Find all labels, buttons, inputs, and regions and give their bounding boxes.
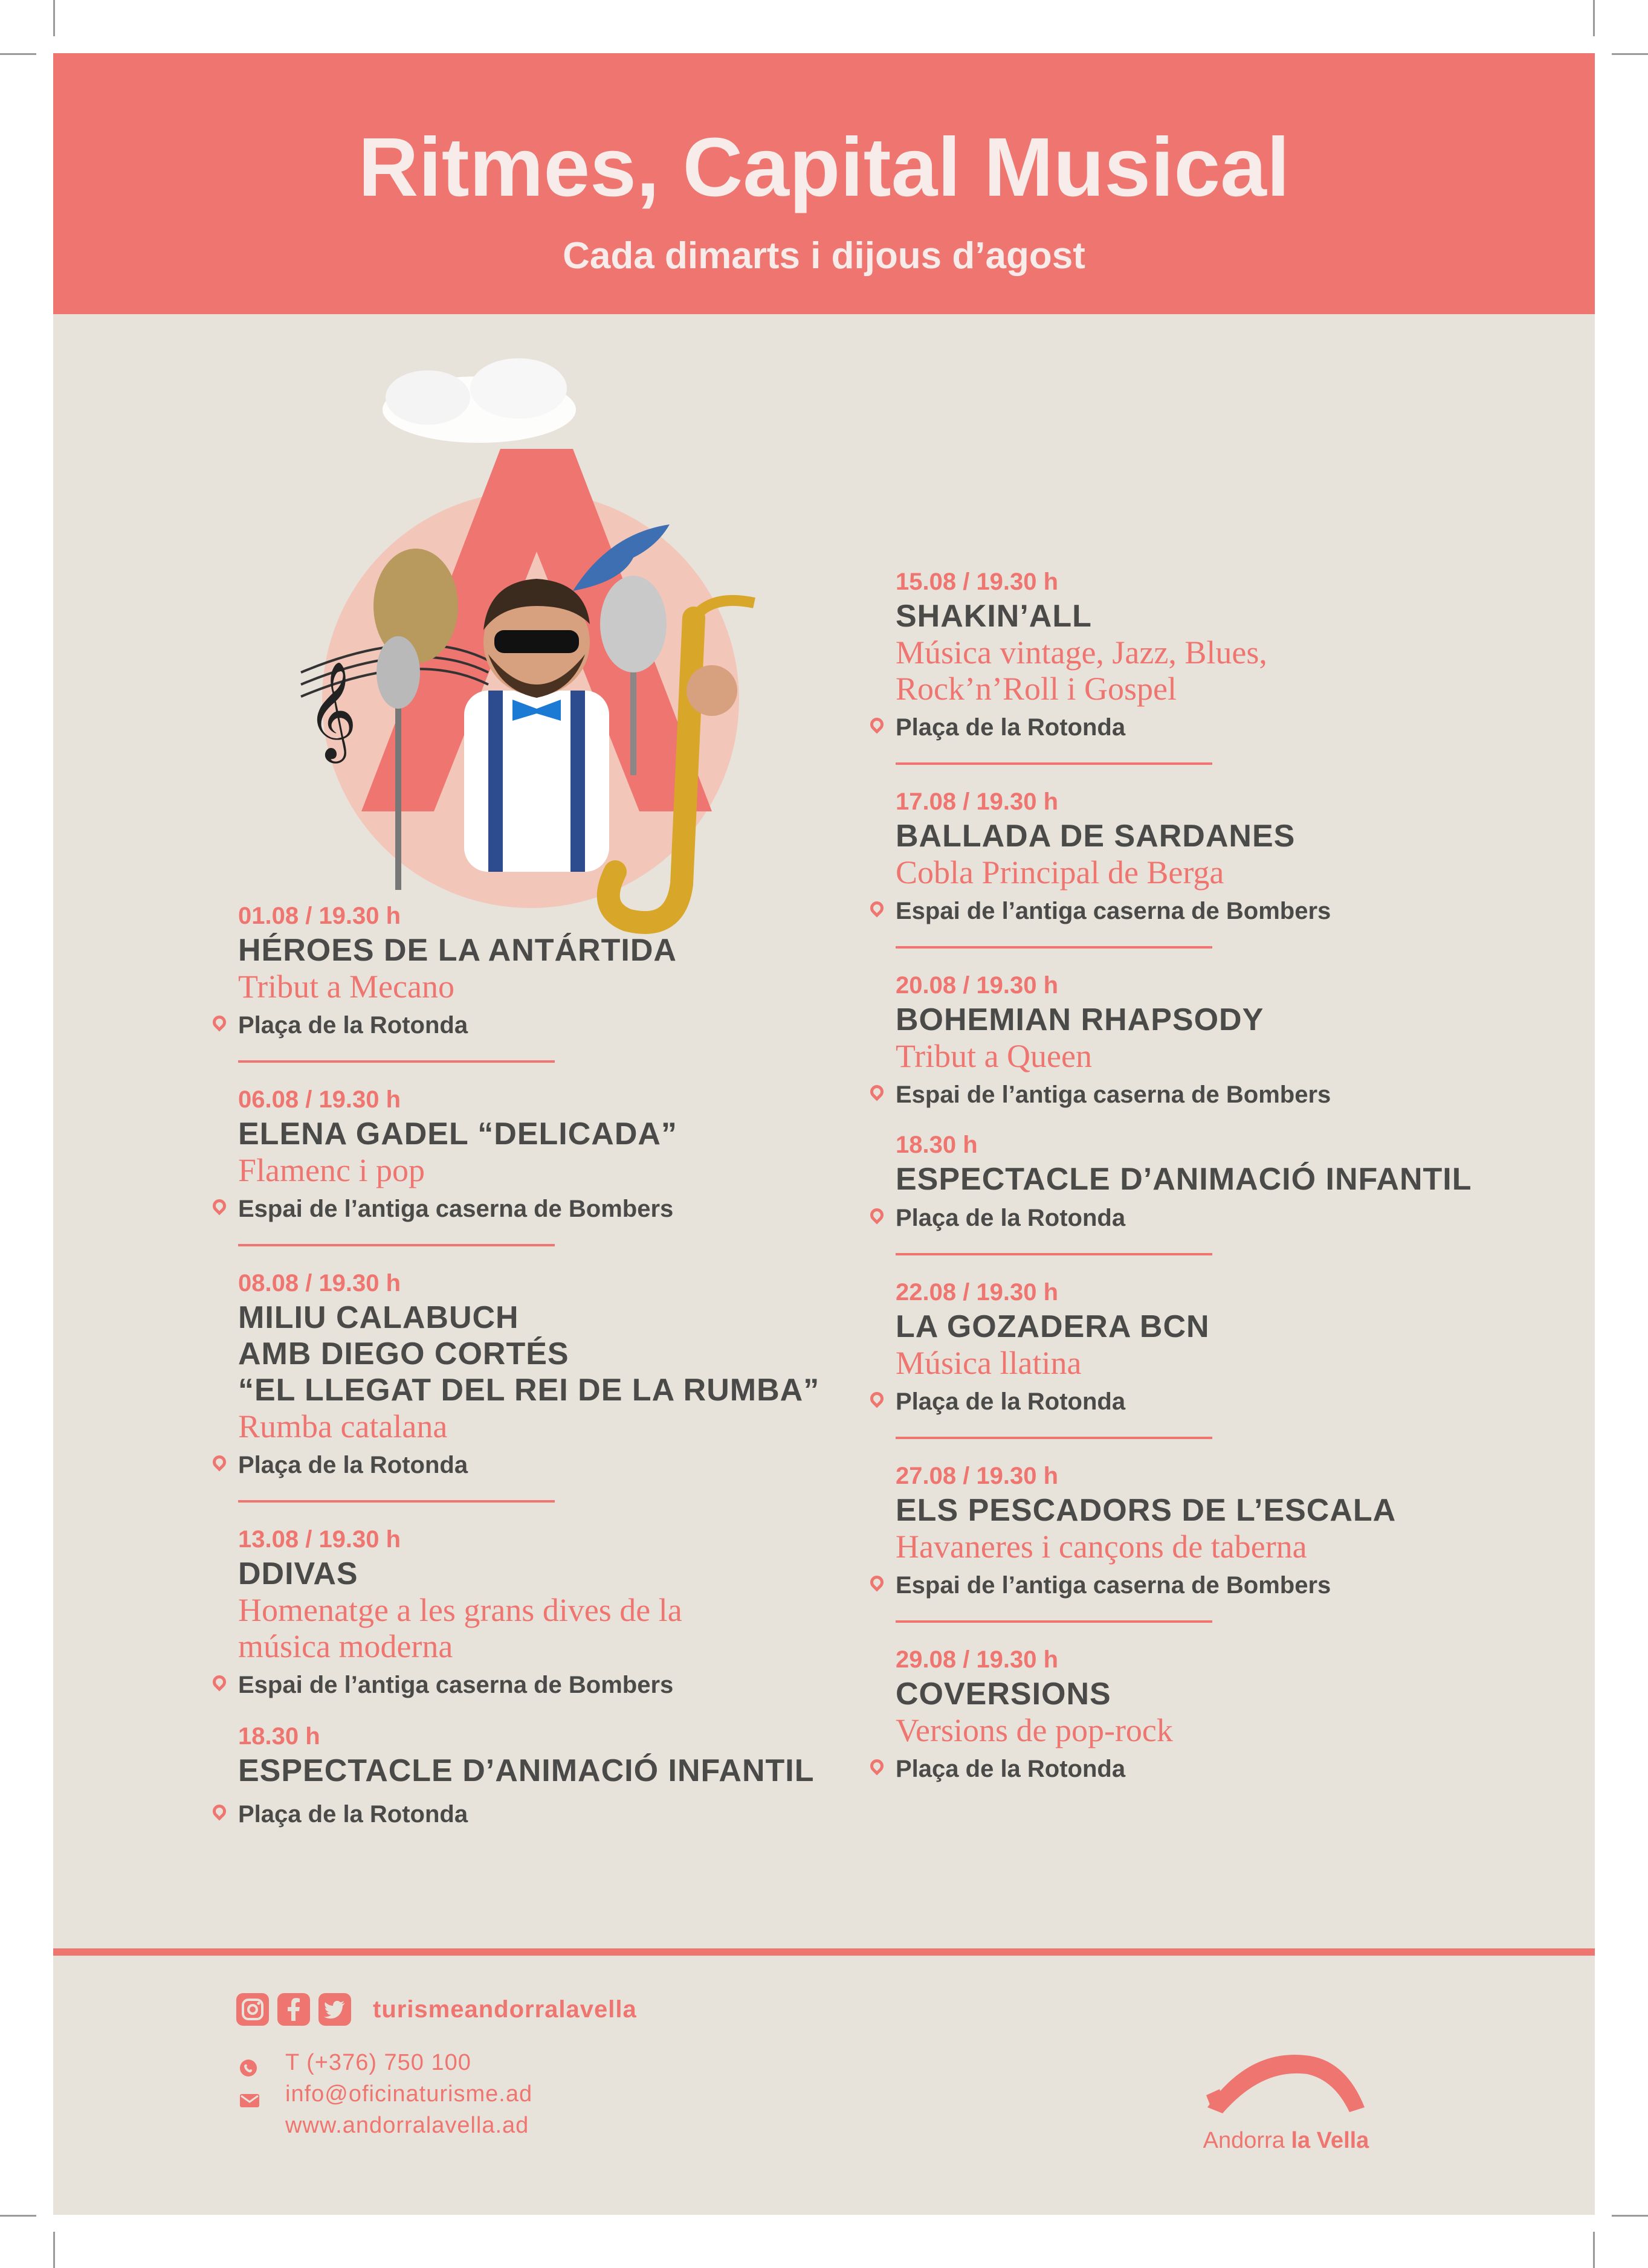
hand [687,665,737,716]
event-date: 29.08 / 19.30 h [896,1646,1059,1673]
divider [896,1437,1212,1439]
event-genre [238,968,897,1005]
crop-mark [0,53,36,55]
divider [896,762,1212,765]
logo-text [1195,2125,1377,2156]
event-venue-label: Plaça de la Rotonda [238,1012,468,1039]
event-genre [896,1345,1560,1381]
event-venue-label: Plaça de la Rotonda [896,1388,1126,1415]
email-address[interactable]: info@oficinaturisme.ad [285,2081,533,2107]
footer-divider [53,1948,1595,1956]
logo-text-la-vella: la Vella [1291,2128,1369,2153]
suspender [570,691,585,872]
facebook-icon[interactable] [277,1993,310,2026]
events-right-column [896,565,1560,1786]
treble-clef-icon: 𝄞 [307,661,357,759]
event-genre [238,1408,897,1445]
cloud-shape [386,370,470,425]
event-genre-line: Havaneres i cançons de taberna [896,1529,1307,1565]
location-pin-icon [210,1802,228,1820]
poster [53,53,1595,2215]
event-date: 06.08 / 19.30 h [238,1086,401,1113]
event-name [896,818,1560,854]
event-venue-label: Plaça de la Rotonda [896,1205,1126,1231]
event-name [238,1753,897,1789]
phone-number: T (+376) 750 100 [285,2050,471,2075]
event-venue-label: Espai de l’antiga caserna de Bombers [896,898,1331,924]
event-item [238,900,897,1063]
event-genre [896,1529,1560,1565]
crop-mark [1612,2215,1648,2217]
event-name [238,1300,897,1408]
event-name [896,1002,1560,1038]
divider [896,1620,1212,1623]
microphone-left [376,636,420,709]
crop-mark [53,0,55,36]
musician-illustration [234,352,839,950]
website-url[interactable]: www.andorralavella.ad [285,2113,529,2138]
event-genre-line: Cobla Principal de Berga [896,854,1224,891]
event-name-line: ESPECTACLE D’ANIMACIÓ INFANTIL [896,1162,1472,1197]
crop-mark [1593,2232,1595,2268]
event-name-line: ESPECTACLE D’ANIMACIÓ INFANTIL [238,1753,815,1788]
event-venue [896,894,1560,928]
location-pin-icon [210,1013,228,1031]
event-name-line: BOHEMIAN RHAPSODY [896,1002,1264,1037]
event-name-line: DDIVAS [238,1556,358,1591]
social-handle[interactable]: turismeandorralavella [373,1996,637,2023]
event-date: 18.30 h [238,1723,320,1750]
microphone-right-stand [630,672,636,775]
event-date: 22.08 / 19.30 h [896,1279,1059,1306]
event-date: 15.08 / 19.30 h [896,569,1059,595]
event-venue-label: Espai de l’antiga caserna de Bombers [896,1572,1331,1599]
header-banner [53,53,1595,314]
event-name-line: ELENA GADEL “DELICADA” [238,1116,677,1152]
event-name-line: SHAKIN’ALL [896,599,1092,634]
crop-mark [1593,0,1595,36]
divider [896,1253,1212,1255]
location-pin-icon [210,1196,228,1215]
event-genre-line: Rock’n’Roll i Gospel [896,671,1177,707]
event-venue-label: Espai de l’antiga caserna de Bombers [238,1196,674,1222]
event-genre-line: Homenatge a les grans dives de la [238,1592,682,1628]
contact-website[interactable] [239,2110,532,2141]
event-venue-label: Plaça de la Rotonda [896,1756,1126,1782]
event-genre-line: música moderna [238,1628,453,1664]
event-date: 17.08 / 19.30 h [896,788,1059,815]
event-item [896,969,1560,1129]
crop-mark [1612,53,1648,55]
event-date: 20.08 / 19.30 h [896,972,1059,999]
event-venue-label: Plaça de la Rotonda [896,714,1126,741]
event-venue [896,710,1560,744]
suspender [488,691,503,872]
event-genre-line: Flamenc i pop [238,1152,425,1188]
event-venue [238,1668,897,1702]
crop-mark [53,2232,55,2268]
event-genre [896,1038,1560,1074]
event-name [896,598,1560,634]
logo-arch-icon [1195,2041,1377,2125]
event-genre [238,1152,897,1188]
event-item [238,1720,897,1831]
events-left-column [238,900,897,1831]
event-date: 01.08 / 19.30 h [238,903,401,929]
page-subtitle: Cada dimarts i dijous d’agost [563,235,1085,277]
event-genre-line: Versions de pop-rock [896,1712,1173,1748]
event-genre-line: Tribut a Queen [896,1038,1092,1074]
divider [896,946,1212,949]
event-name-line: LA GOZADERA BCN [896,1309,1210,1344]
divider [238,1060,555,1063]
divider [238,1244,555,1246]
event-name-line: AMB DIEGO CORTÉS [238,1336,569,1371]
event-venue [896,1568,1560,1602]
microphone-stand [395,691,401,890]
event-name-line: COVERSIONS [896,1677,1111,1712]
event-venue [896,1752,1560,1786]
event-genre [238,1592,897,1664]
twitter-icon[interactable] [318,1993,351,2026]
event-venue [896,1385,1560,1419]
sunglasses [494,630,579,653]
event-item [896,1129,1560,1255]
event-venue-label: Plaça de la Rotonda [238,1452,468,1478]
logo-text-andorra: Andorra [1203,2128,1285,2153]
event-name-line: “EL LLEGAT DEL REI DE LA RUMBA” [238,1373,820,1408]
event-date: 27.08 / 19.30 h [896,1463,1059,1489]
social-links [236,1991,637,2028]
andorra-la-vella-logo [1195,2041,1377,2156]
shirt [464,691,609,872]
event-item [896,1460,1560,1623]
event-name-line: MILIU CALABUCH [238,1300,519,1335]
event-item [238,1267,897,1503]
event-name [238,1556,897,1592]
event-date: 13.08 / 19.30 h [238,1526,401,1553]
event-name-line: HÉROES DE LA ANTÁRTIDA [238,933,677,968]
contact-info [239,2047,532,2141]
cloud-shape [470,358,567,419]
event-item [238,1083,897,1246]
event-venue [238,1192,897,1226]
event-item [896,1276,1560,1439]
event-venue [896,1201,1560,1235]
event-genre [896,1712,1560,1748]
event-venue [238,1797,897,1831]
event-item [896,565,1560,765]
page-title: Ritmes, Capital Musical [358,121,1290,214]
divider [238,1500,555,1503]
instagram-glyph [236,1993,269,2026]
twitter-glyph [318,1993,351,2026]
event-venue-label: Espai de l’antiga caserna de Bombers [896,1081,1331,1108]
facebook-glyph [277,1993,310,2026]
event-venue-label: Plaça de la Rotonda [238,1801,468,1828]
event-item [896,785,1560,949]
event-genre-line: Rumba catalana [238,1408,448,1445]
event-name [896,1161,1560,1197]
event-venue [238,1448,897,1482]
microphone-right [600,576,667,672]
event-date: 18.30 h [896,1132,978,1158]
location-pin-icon [210,1672,228,1691]
event-name [238,932,897,968]
event-venue-label: Espai de l’antiga caserna de Bombers [238,1672,674,1698]
event-genre [896,854,1560,891]
event-name-line: ELS PESCADORS DE L’ESCALA [896,1493,1397,1528]
instagram-icon[interactable] [236,1993,269,2026]
event-name [238,1116,897,1152]
contact-email[interactable] [239,2078,532,2110]
event-genre-line: Música vintage, Jazz, Blues, [896,634,1267,671]
event-date: 08.08 / 19.30 h [238,1270,401,1297]
event-name [896,1309,1560,1345]
event-venue [238,1008,897,1042]
crop-mark [0,2215,36,2217]
saxophone-neck [694,601,754,618]
event-venue [896,1078,1560,1112]
event-name [896,1492,1560,1529]
location-pin-icon [867,715,886,733]
event-genre-line: Música llatina [896,1345,1082,1381]
event-item [896,1643,1560,1786]
event-name [896,1676,1560,1712]
event-genre-line: Tribut a Mecano [238,968,454,1005]
event-item [238,1523,897,1720]
event-genre [896,634,1560,707]
event-name-line: BALLADA DE SARDANES [896,819,1296,854]
contact-phone [239,2047,532,2078]
location-pin-icon [210,1452,228,1471]
